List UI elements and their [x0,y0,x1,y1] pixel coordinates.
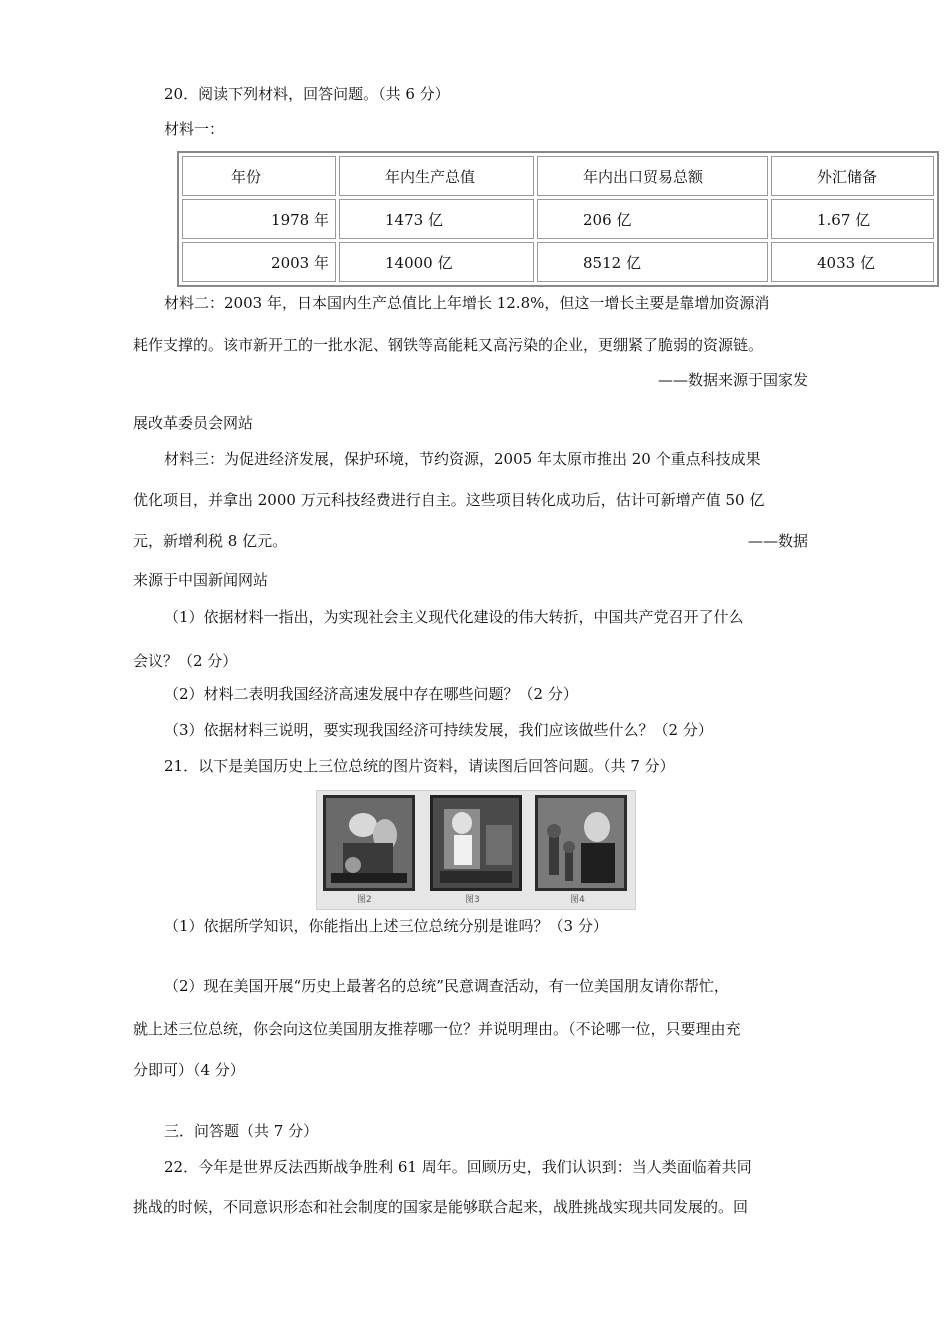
table-header-cell: 年内生产总值 [339,156,534,196]
q20-subquestion-2: （2）材料二表明我国经济高速发展中存在哪些问题？（2 分） [164,685,578,703]
material-3-line: 优化项目，并拿出 2000 万元科技经费进行自主。这些项目转化成功后，估计可新增产值 50 亿 [133,491,765,509]
table-cell: 1.67 亿 [771,199,934,239]
q20-subquestion-1: （1）依据材料一指出，为实现社会主义现代化建设的伟大转折，中国共产党召开了什么 [164,608,744,626]
table-cell: 14000 亿 [339,242,534,282]
table-cell: 1978 年 [182,199,336,239]
material-3-source: ——数据 [747,532,808,550]
president-photos [316,790,636,910]
economic-data-table [177,151,939,287]
president-photo-1 [323,795,415,891]
material-1-label: 材料一： [164,120,225,138]
section-3-title: 三．问答题（共 7 分） [164,1122,319,1140]
table-row [182,242,934,282]
q21-subquestion-2: 就上述三位总统，你会向这位美国朋友推荐哪一位？并说明理由。（不论哪一位，只要理由充 [133,1020,741,1038]
president-photo-2 [430,795,522,891]
table-header-cell: 年份 [182,156,336,196]
material-3-source: 来源于中国新闻网站 [133,571,269,589]
table-cell: 2003 年 [182,242,336,282]
q21-title: 21．以下是美国历史上三位总统的图片资料，请读图后回答问题。（共 7 分） [164,757,675,775]
table-cell: 1473 亿 [339,199,534,239]
material-2-source: ——数据来源于国家发 [657,371,808,389]
table-header-cell: 外汇储备 [771,156,934,196]
material-2-line: 耗作支撑的。该市新开工的一批水泥、钢铁等高能耗又高污染的企业，更绷紧了脆弱的资源链。 [133,336,764,354]
table-cell: 8512 亿 [537,242,768,282]
table-row [182,199,934,239]
q21-subquestion-1: （1）依据所学知识，你能指出上述三位总统分别是谁吗？（3 分） [164,917,608,935]
photo-caption: 图4 [570,895,585,905]
table-cell: 206 亿 [537,199,768,239]
president-photo-3 [535,795,627,891]
photo-caption: 图2 [357,895,372,905]
material-2-source: 展改革委员会网站 [133,414,254,432]
material-3-line: 元，新增利税 8 亿元。 [133,532,288,550]
q21-subquestion-2: 分即可）（4 分） [133,1061,245,1079]
material-3-line: 材料三：为促进经济发展，保护环境，节约资源，2005 年太原市推出 20 个重点科技成果 [164,450,761,468]
table-header-row [182,156,934,196]
q20-subquestion-1: 会议？（2 分） [133,652,238,670]
q20-title: 20．阅读下列材料，回答问题。（共 6 分） [164,85,450,103]
q20-subquestion-3: （3）依据材料三说明，要实现我国经济可持续发展，我们应该做些什么？（2 分） [164,721,713,739]
material-2-line: 材料二：2003 年，日本国内生产总值比上年增长 12.8%，但这一增长主要是靠增加资源消 [164,294,770,312]
table-header-cell: 年内出口贸易总额 [537,156,768,196]
q21-subquestion-2: （2）现在美国开展“历史上最著名的总统”民意调查活动，有一位美国朋友请你帮忙， [164,977,729,995]
q22-line: 22．今年是世界反法西斯战争胜利 61 周年。回顾历史，我们认识到：当人类面临着共同 [164,1158,752,1176]
photo-caption: 图3 [465,895,480,905]
q22-line: 挑战的时候，不同意识形态和社会制度的国家是能够联合起来，战胜挑战实现共同发展的。回 [133,1198,749,1216]
table-cell: 4033 亿 [771,242,934,282]
